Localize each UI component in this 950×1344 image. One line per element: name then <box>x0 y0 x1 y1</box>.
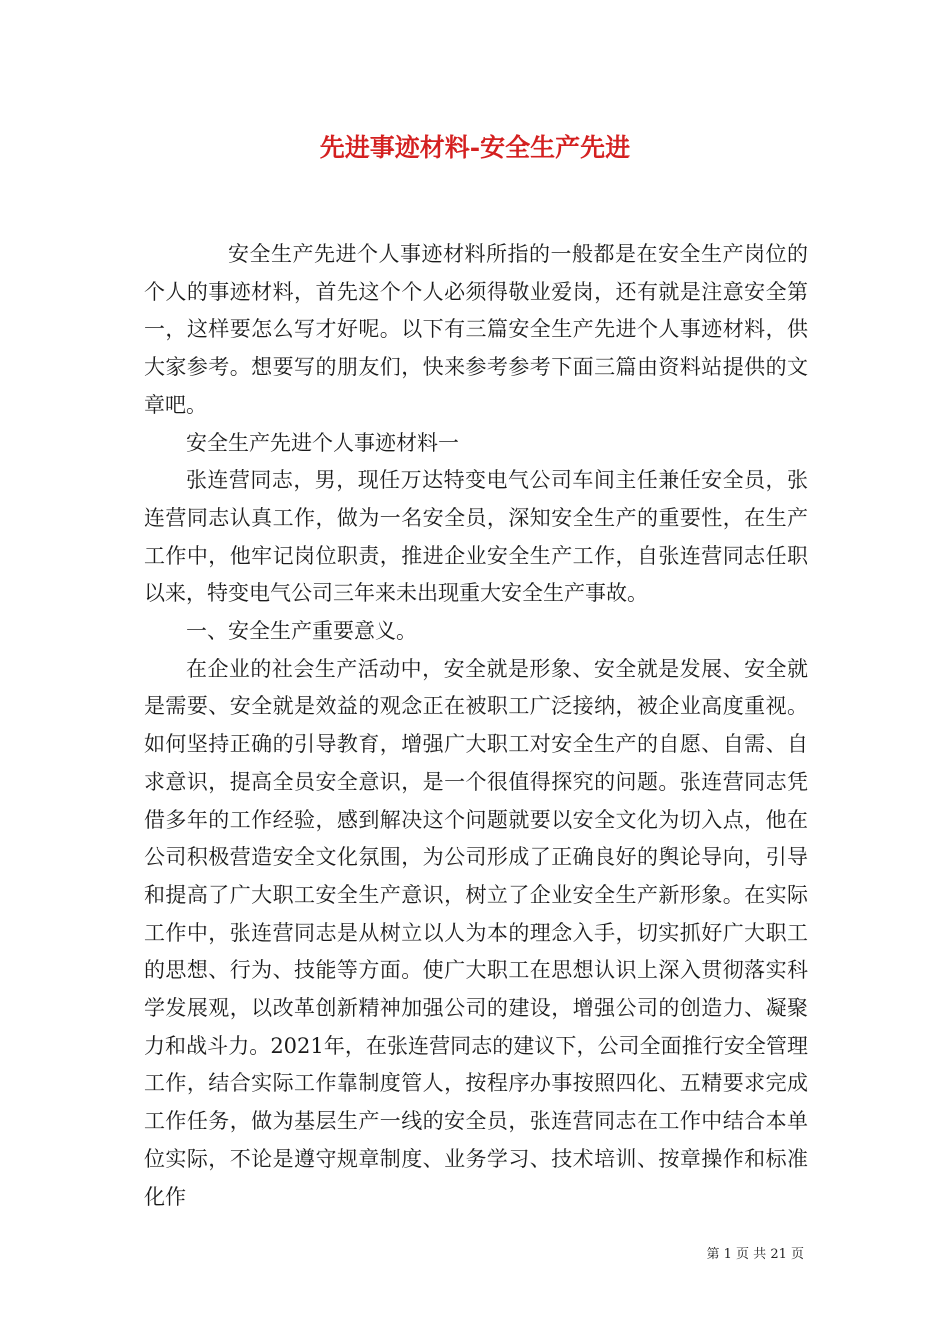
page-number-footer: 第 1 页 共 21 页 <box>706 1247 804 1262</box>
section-heading-significance: 一、安全生产重要意义。 <box>186 619 417 644</box>
paragraph-intro: 安全生产先进个人事迹材料所指的一般都是在安全生产岗位的个人的事迹材料，首先这个个人必须得敬业爱岗，还有就是注意安全第一，这样要怎么写才好呢。以下有三篇安全生产先进个人事迹材料，供大家参考。想要写的朋友们，快来参考参考下面三篇由资料站提供的文章吧。 <box>144 242 808 417</box>
section-heading-material-one: 安全生产先进个人事迹材料一 <box>186 430 459 455</box>
document-title: 先进事迹材料-安全生产先进 <box>319 133 631 162</box>
document-body <box>144 236 808 1216</box>
paragraph-significance: 在企业的社会生产活动中，安全就是形象、安全就是发展、安全就是需要、安全就是效益的观念正在被职工广泛接纳，被企业高度重视。如何坚持正确的引导教育，增强广大职工对安全生产的自愿、自需、自求意识，提高全员安全意识，是一个很值得探究的问题。张连营同志凭借多年的工作经验，感到解决这个问题就要以安全文化为切入点，他在公司积极营造安全文化氛围，为公司形成了正确良好的舆论导向，引导和提高了广大职工安全生产意识，树立了企业安全生产新形象。在实际工作中，张连营同志是从树立以人为本的理念入手，切实抓好广大职工的思想、行为、技能等方面。使广大职工在思想认识上深入贯彻落实科学发展观，以改革创新精神加强公司的建设，增强公司的创造力、凝聚力和战斗力。2021年，在张连营同志的建议下，公司全面推行安全管理工作，结合实际工作靠制度管人，按程序办事按照四化、五精要求完成工作任务，做为基层生产一线的安全员，张连营同志在工作中结合本单位实际，不论是遵守规章制度、业务学习、技术培训、按章操作和标准化作 <box>144 656 808 1209</box>
paragraph-profile: 张连营同志，男，现任万达特变电气公司车间主任兼任安全员，张连营同志认真工作，做为一名安全员，深知安全生产的重要性，在生产工作中，他牢记岗位职责，推进企业安全生产工作，自张连营同志任职以来，特变电气公司三年来未出现重大安全生产事故。 <box>144 468 808 606</box>
